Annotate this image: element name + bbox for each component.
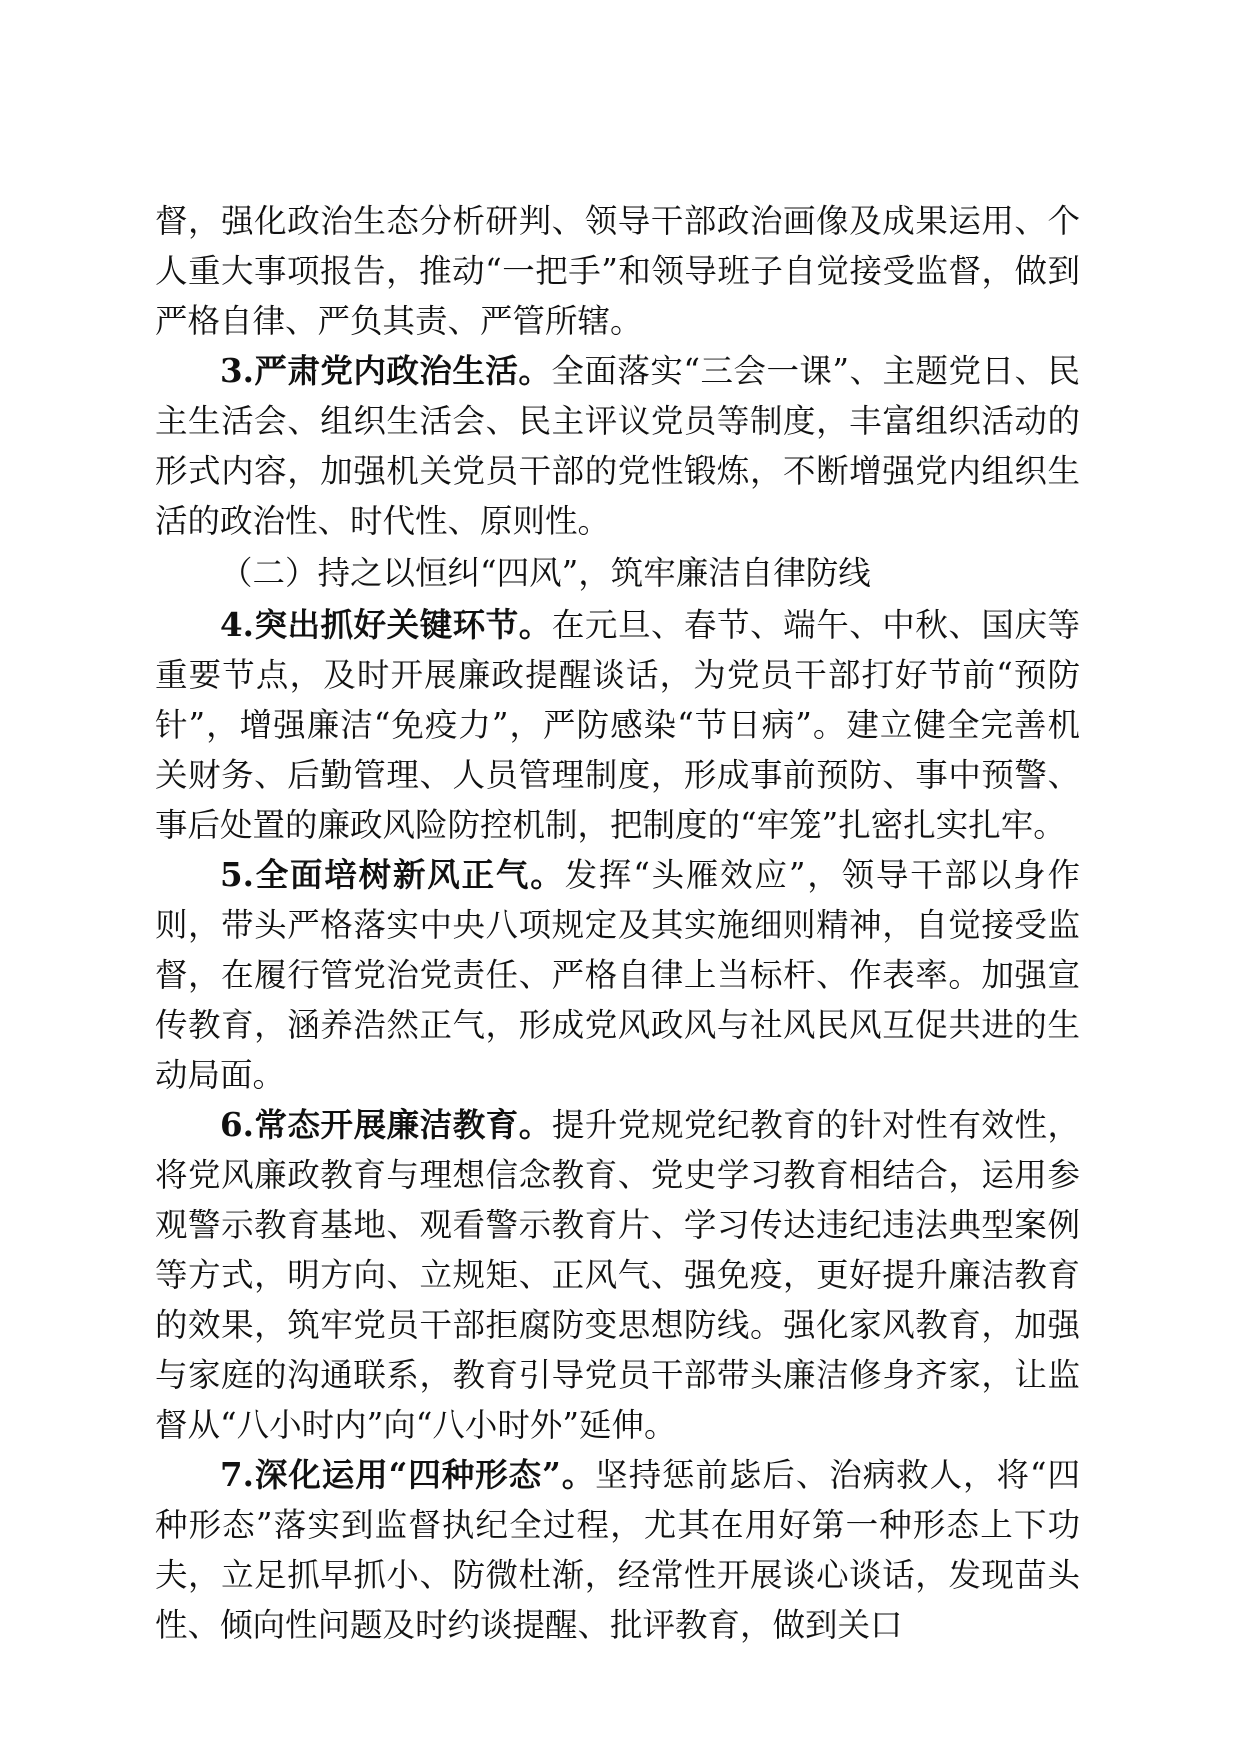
paragraph-item-3	[155, 346, 1080, 546]
paragraph-text: 全面落实“三会一课”、主题党日、民主生活会、组织生活会、民主评议党员等制度，丰富组织活动的形式内容，加强机关党员干部的党性锻炼，不断增强党内组织生活的政治性、时代性、原则性。	[155, 352, 1080, 540]
paragraph-lead-heading: 7.深化运用“四种形态”。	[220, 1455, 596, 1494]
paragraph-text: 提升党规党纪教育的针对性有效性，将党风廉政教育与理想信念教育、党史学习教育相结合，运用参观警示教育基地、观看警示教育片、学习传达违纪违法典型案例等方式，明方向、立规矩、正风气、强免疫，更好提升廉洁教育的效果，筑牢党员干部拒腐防变思想防线。强化家风教育，加强与家庭的沟通联系，教育引导党员干部带头廉洁修身齐家，让监督从“八小时内”向“八小时外”延伸。	[155, 1106, 1080, 1444]
paragraph-item-7	[155, 1450, 1080, 1650]
paragraph-text: 督，强化政治生态分析研判、领导干部政治画像及成果运用、个人重大事项报告，推动“一把手”和领导班子自觉接受监督，做到严格自律、严负其责、严管所辖。	[155, 202, 1080, 340]
section-heading-text: （二）持之以恒纠“四风”，筑牢廉洁自律防线	[220, 554, 871, 592]
paragraph-lead-heading: 6.常态开展廉洁教育。	[220, 1105, 552, 1144]
paragraph-continuation	[155, 196, 1080, 346]
paragraph-lead-heading: 5.全面培树新风正气。	[220, 855, 565, 894]
document-body	[155, 196, 1080, 1650]
paragraph-lead-heading: 4.突出抓好关键环节。	[220, 605, 552, 644]
section-heading	[155, 548, 1080, 598]
paragraph-lead-heading: 3.严肃党内政治生活。	[220, 351, 552, 390]
paragraph-text: 发挥“头雁效应”，领导干部以身作则，带头严格落实中央八项规定及其实施细则精神，自觉接受监督，在履行管党治党责任、严格自律上当标杆、作表率。加强宣传教育，涵养浩然正气，形成党风政风与社风民风互促共进的生动局面。	[155, 856, 1080, 1094]
paragraph-text: 在元旦、春节、端午、中秋、国庆等重要节点，及时开展廉政提醒谈话，为党员干部打好节前“预防针”，增强廉洁“免疫力”，严防感染“节日病”。建立健全完善机关财务、后勤管理、人员管理制度，形成事前预防、事中预警、事后处置的廉政风险防控机制，把制度的“牢笼”扎密扎实扎牢。	[155, 606, 1080, 844]
paragraph-item-5	[155, 850, 1080, 1100]
paragraph-text: 坚持惩前毖后、治病救人，将“四种形态”落实到监督执纪全过程，尤其在用好第一种形态上下功夫，立足抓早抓小、防微杜渐，经常性开展谈心谈话，发现苗头性、倾向性问题及时约谈提醒、批评教育，做到关口	[155, 1456, 1080, 1644]
paragraph-item-4	[155, 600, 1080, 850]
paragraph-item-6	[155, 1100, 1080, 1450]
